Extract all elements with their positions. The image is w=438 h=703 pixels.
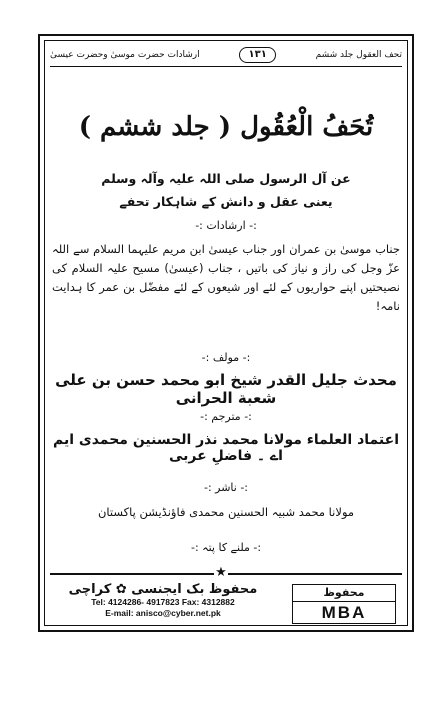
subtitle-line-2: یعنی عقل و دانش کے شاہکار تحفے [119, 194, 333, 209]
page-number: ۱۳۱ [239, 47, 275, 63]
email-address: E-mail: anisco@cyber.net.pk [105, 608, 221, 618]
subtitle-line-1: عن آل الرسول صلی اللہ علیہ وآلہ وسلم [101, 171, 351, 186]
publisher-contact [58, 582, 268, 619]
mba-logo [292, 584, 396, 624]
available-label: :- ملنے کا پتہ :- [190, 541, 262, 554]
shop-city: کراچی [68, 582, 112, 597]
section-irshadat: :- ارشادات :- [195, 219, 257, 232]
flower-ornament-icon: ✿ [115, 582, 127, 597]
logo-script: محفوظ [293, 585, 395, 602]
header-running-head: ارشادات حضرت موسیٰ وحضرت عیسیٰ [50, 50, 200, 60]
running-header [50, 44, 402, 67]
phone-fax: Tel: 4124286- 4917823 Fax: 4312882 [91, 597, 235, 607]
publisher-label: :- ناشر :- [203, 481, 249, 494]
logo-mark: MBA [321, 603, 367, 622]
star-ornament-icon: ★ [215, 565, 227, 580]
author-name: محدث جلیل القدر شیخ ابو محمد حسن بن علی شعبة الحرانی [55, 371, 397, 407]
shop-name: محفوظ بک ایجنسی [131, 582, 258, 597]
description-paragraph: جناب موسیٰ بن عمران اور جناب عیسیٰ ابن مریم علیہما السلام سے اللہ عزّ وجل کی راز و نیاز کی باتیں ، جناب (عیسیٰ) مسیح علیہ السلام کی نصیحتیں اپنے حواریوں کے لئے اور شیعوں کے لئے مفضّل بن عمر کا ہدایت نامہ! [52, 242, 400, 313]
translator-name: اعتماد العلماء مولانا محمد نذر الحسنین محمدی ایم اے ۔ فاضلِ عربی [52, 432, 400, 464]
translator-label: :- مترجم :- [200, 410, 252, 423]
header-book-title: تحف العقول جلد ششم [315, 50, 402, 60]
author-label: :- مولف :- [201, 351, 251, 364]
publisher-name: مولانا محمد شبیہ الحسنین محمدی فاؤنڈیشن پاکستان [97, 505, 355, 519]
book-title: تُحَفُ الْعُقُول ( جلد ششم ) [78, 112, 374, 142]
